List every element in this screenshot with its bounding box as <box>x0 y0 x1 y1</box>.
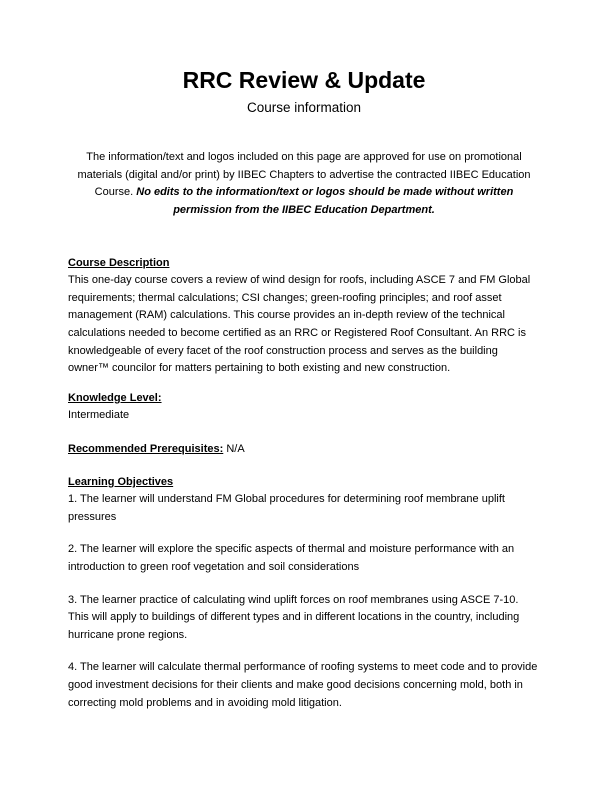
prerequisites-heading: Recommended Prerequisites: <box>68 443 224 456</box>
approval-notice <box>68 149 540 219</box>
page-title: RRC Review & Update <box>182 67 426 93</box>
learning-objective-item: 2. The learner will explore the specific aspects of thermal and moisture performance with an introduction to green roof vegetation and soil considerations <box>68 543 515 573</box>
prerequisites-value: N/A <box>226 443 245 456</box>
document-header <box>68 66 540 116</box>
learning-objective-item: 4. The learner will calculate thermal performance of roofing systems to meet code and to provide good investment decisions for their clients and make good decisions concerning mold, both in correcting mold problems and in avoiding mold litigation. <box>68 661 538 709</box>
course-description-section <box>68 255 540 378</box>
learning-objectives-heading: Learning Objectives <box>68 475 174 488</box>
knowledge-level-value: Intermediate <box>68 409 130 422</box>
approval-notice-emphasis: No edits to the information/text or logos should be made without written permission from the IIBEC Education Department. <box>136 186 514 217</box>
learning-objective-item: 3. The learner practice of calculating wind uplift forces on roof membranes using ASCE 7-10. This will apply to buildings of different types and in different locations in the country, including hurricane prone regions. <box>68 593 520 641</box>
prerequisites-section <box>68 441 540 459</box>
page-subtitle: Course information <box>246 99 362 115</box>
knowledge-level-section <box>68 390 540 425</box>
knowledge-level-heading: Knowledge Level: <box>68 391 162 404</box>
approval-notice-text: The information/text and logos included on this page are approved for use on promotional materials (digital and/or print) by IIBEC Chapters to advertise the contracted IIBEC Education Course. <box>77 151 531 199</box>
course-description-body: This one-day course covers a review of wind design for roofs, including ASCE 7 and FM Global requirements; thermal calculations; CSI changes; green-roofing principles; and roof asset management (RAM) calculations. This course provides an in-depth review of the technical calculations needed to become certified as an RRC or Registered Roof Consultant. An RRC is knowledgeable of every facet of the roof construction process and serves as the building owner™ councilor for matters pertaining to both existing and new construction. <box>68 274 531 375</box>
learning-objective-item: 1. The learner will understand FM Global procedures for determining roof membrane uplift pressures <box>68 493 505 523</box>
course-description-heading: Course Description <box>68 256 170 269</box>
learning-objectives-section <box>68 474 540 713</box>
